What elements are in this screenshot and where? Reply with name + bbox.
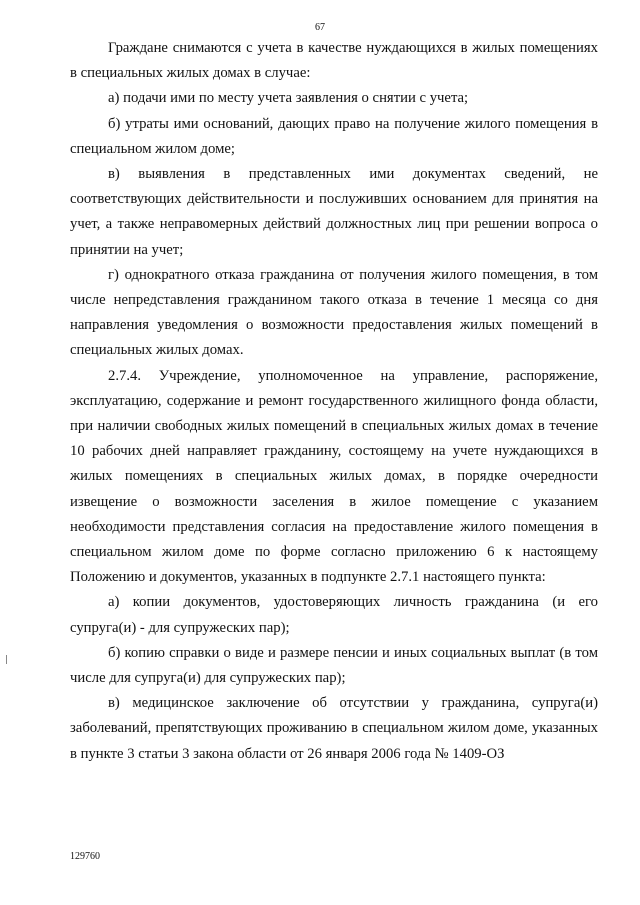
page-number: 67 bbox=[315, 22, 325, 33]
paragraph-item-v-false-information: в) выявления в представленных ими документах сведений, не соответствующих действительности и послуживших основанием для принятия на учет, а также неправомерных действий должностных лиц при решении вопроса о принятии на учет; bbox=[70, 166, 598, 258]
paragraph-item-v-medical-report: в) медицинское заключение об отсутствии у гражданина, супруга(и) заболеваний, препятствующих проживанию в специальном жилом доме, указанных в пункте 3 статьи 3 закона области от 26 января 2006 года № 1409-ОЗ bbox=[70, 695, 598, 762]
paragraph-item-b-pension-certificate: б) копию справки о виде и размере пенсии и иных социальных выплат (в том числе для супруга(и) для супружеских пар); bbox=[70, 644, 598, 687]
document-body bbox=[70, 36, 598, 767]
paragraph-2-7-4: 2.7.4. Учреждение, уполномоченное на управление, распоряжение, эксплуатацию, содержание и ремонт государственного жилищного фонда области, при наличии свободных жилых помещений в специальных жилых домах в течение 10 рабочих дней направляет гражданину, состоящему на учете нуждающихся в жилых помещениях в специальных жилых домах, в порядке очередности извещение о возможности заселения в жилое помещение с указанием необходимости представления согласия на предоставление жилого помещения в специальном жилом доме по форме согласно приложению 6 к настоящему Положению и документов, указанных в подпункте 2.7.1 настоящего пункта: bbox=[70, 367, 598, 586]
document-code: 129760 bbox=[70, 851, 100, 862]
scan-edge-mark bbox=[6, 655, 7, 664]
paragraph-item-g-refusal: г) однократного отказа гражданина от получения жилого помещения, в том числе непредставления гражданином такого отказа в течение 1 месяца со дня направления уведомления о возможности предоставления жилых помещений в специальных жилых домах. bbox=[70, 266, 598, 359]
paragraph-item-b-loss-of-grounds: б) утраты ими оснований, дающих право на получение жилого помещения в специальном жилом доме; bbox=[70, 115, 598, 157]
paragraph-item-a-application: а) подачи ими по месту учета заявления о снятии с учета; bbox=[108, 90, 469, 107]
paragraph-item-a-identity-documents: а) копии документов, удостоверяющих личность гражданина (и его супруга(и) - для супружеских пар); bbox=[70, 594, 598, 636]
paragraph-deregistration-intro: Граждане снимаются с учета в качестве нуждающихся в жилых помещениях в специальных жилых домах в случае: bbox=[70, 40, 598, 82]
